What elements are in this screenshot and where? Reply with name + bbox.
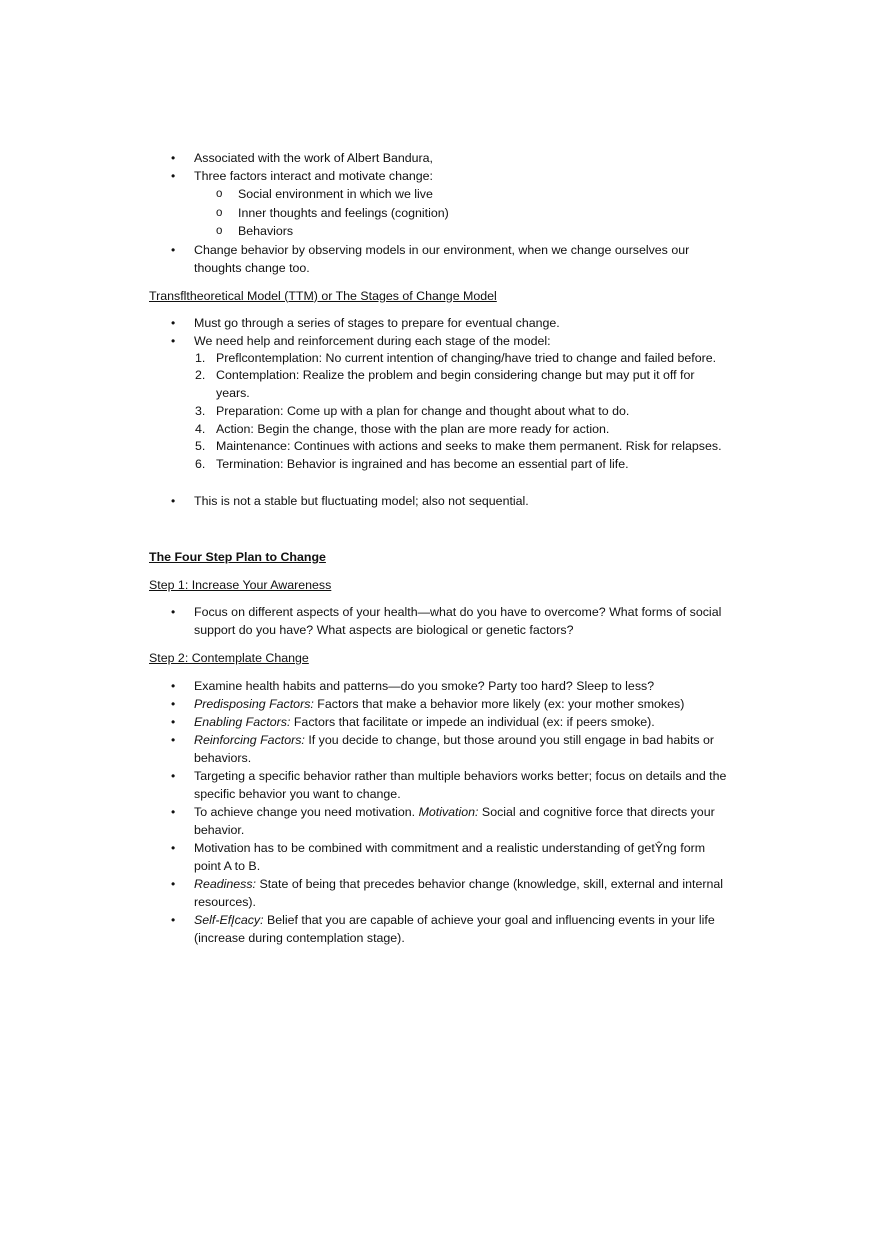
list-item: • Examine health habits and patterns—do you smoke? Party too hard? Sleep to less?: [149, 677, 749, 695]
stage-number: 3.: [195, 403, 206, 418]
stages-list: [149, 350, 749, 475]
term: Motivation:: [418, 805, 479, 820]
list-item: • Targeting a specific behavior rather than multiple behaviors works better; focus on details and the specific behavior you want to change.: [149, 767, 749, 803]
step1-bullet-list: [149, 603, 749, 639]
stage-number: 5.: [195, 439, 206, 454]
sub-list-item: o Inner thoughts and feelings (cognition): [149, 204, 749, 223]
list-item: [149, 167, 749, 185]
bandura-bullet-list-end: [149, 241, 749, 277]
factors-sublist: [149, 185, 749, 241]
list-item: • Associated with the work of Albert Bandura,: [149, 149, 749, 167]
stage-item: [149, 403, 749, 421]
list-item: [149, 713, 749, 731]
list-item: • Motivation has to be combined with commitment and a realistic understanding of getŶng form point A to B.: [149, 839, 749, 875]
list-item: [149, 911, 749, 947]
list-item: • Must go through a series of stages to prepare for eventual change.: [149, 314, 749, 332]
definition: Belief that you are capable of achieve your goal and influencing events in your life (increase during contemplation stage).: [194, 913, 715, 946]
ttm-heading: Transfltheoretical Model (TTM) or The Stages of Change Model: [149, 288, 497, 303]
stage-item: [149, 456, 749, 474]
stage-item: [149, 367, 749, 403]
list-item: [149, 731, 749, 767]
list-item: • Focus on different aspects of your health—what do you have to overcome? What forms of social support do you have? What aspects are biological or genetic factors?: [149, 603, 749, 639]
stage-text: Action: Begin the change, those with the plan are more ready for action.: [216, 421, 610, 436]
step1-heading: Step 1: Increase Your Awareness: [149, 578, 332, 593]
ttm-bullet-list: [149, 314, 749, 350]
term: Predisposing Factors:: [194, 697, 314, 712]
definition: Factors that facilitate or impede an individual (ex: if peers smoke).: [290, 715, 655, 730]
stage-item: [149, 421, 749, 439]
definition: Factors that make a behavior more likely (ex: your mother smokes): [313, 697, 685, 712]
stage-text: Contemplation: Realize the problem and begin considering change but may put it off for years.: [216, 368, 695, 401]
term: Self-EfĮcacy:: [194, 913, 264, 928]
ttm-note-list: [149, 492, 749, 510]
term: Enabling Factors:: [194, 715, 291, 730]
definition: State of being that precedes behavior change (knowledge, skill, external and internal resources).: [194, 877, 724, 910]
sub-list-item: o Behaviors: [149, 222, 749, 241]
list-item: • We need help and reinforcement during each stage of the model:: [149, 332, 749, 350]
step2-bullet-list: [149, 677, 749, 947]
stage-number: 2.: [195, 368, 206, 383]
stage-text: Preparation: Come up with a plan for change and thought about what to do.: [216, 403, 630, 418]
sub-list-item: o Social environment in which we live: [149, 185, 749, 204]
list-item: • This is not a stable but fluctuating model; also not sequential.: [149, 492, 749, 510]
list-item: [149, 803, 749, 839]
stage-text: Maintenance: Continues with actions and seeks to make them permanent. Risk for relapses.: [216, 439, 722, 454]
stage-number: 6.: [195, 457, 206, 472]
definition: Social and cognitive force that directs your behavior.: [194, 805, 715, 838]
term: Readiness:: [194, 877, 256, 892]
list-item: • Change behavior by observing models in our environment, when we change ourselves our thoughts change too.: [149, 241, 749, 277]
plan-title: The Four Step Plan to Change: [149, 550, 326, 565]
stage-text: Preflcontemplation: No current intention of changing/have tried to change and failed before.: [216, 350, 717, 365]
document-body: [149, 149, 749, 947]
stage-item: [149, 438, 749, 456]
step2-heading: Step 2: Contemplate Change: [149, 651, 309, 666]
stage-number: 4.: [195, 421, 206, 436]
text: To achieve change you need motivation.: [194, 805, 419, 820]
list-item-text: Three factors interact and motivate change:: [194, 169, 433, 183]
definition: If you decide to change, but those around you still engage in bad habits or behaviors.: [194, 733, 715, 766]
stage-number: 1.: [195, 350, 206, 365]
bandura-bullet-list: [149, 149, 749, 185]
term: Reinforcing Factors:: [194, 733, 305, 748]
list-item: [149, 695, 749, 713]
stage-item: [149, 350, 749, 368]
stage-text: Termination: Behavior is ingrained and has become an essential part of life.: [216, 457, 629, 472]
list-item: [149, 875, 749, 911]
